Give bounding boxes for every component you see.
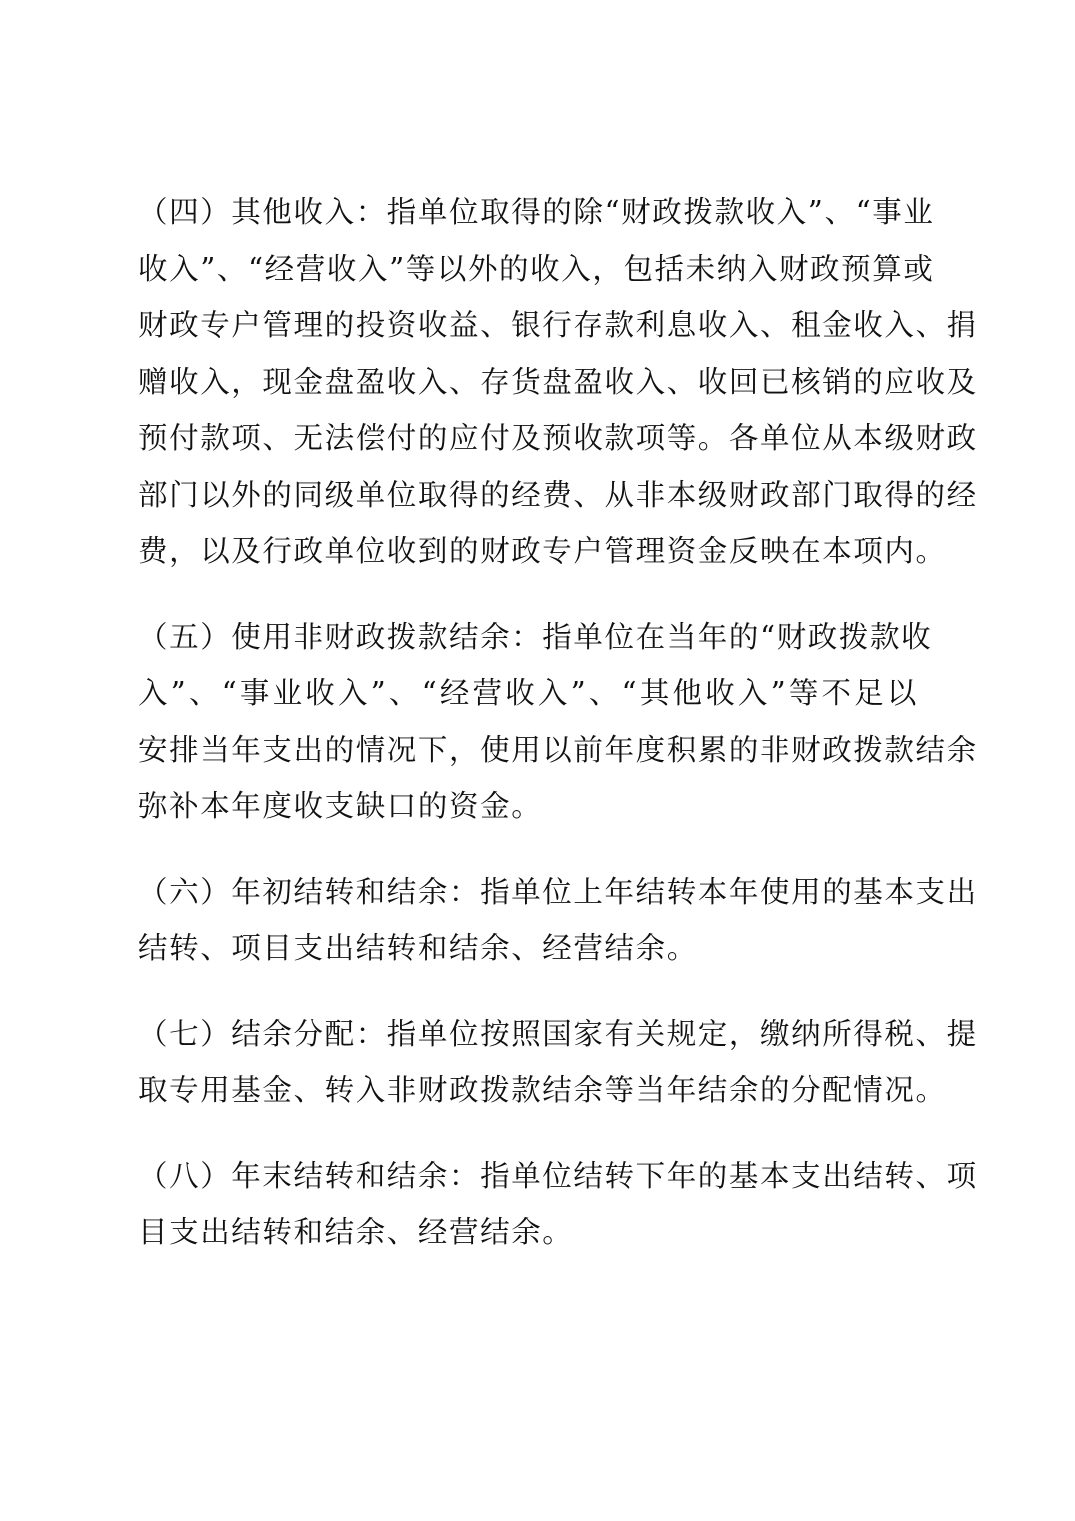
text-line: （四）其他收入：指单位取得的除“财政拨款收入”、“事业 (138, 195, 935, 229)
text-line: 取专用基金、转入非财政拨款结余等当年结余的分配情况。 (138, 1073, 947, 1107)
text-line: 目支出结转和结余、经营结余。 (138, 1215, 574, 1249)
paragraph-balance-distribution (138, 1006, 978, 1119)
document-body (138, 184, 978, 1290)
text-line: （六）年初结转和结余：指单位上年结转本年使用的基本支出 (138, 874, 978, 909)
text-line: 预付款项、无法偿付的应付及预收款项等。各单位从本级财政 (138, 421, 978, 455)
text-line: 安排当年支出的情况下，使用以前年度积累的非财政拨款结余 (138, 732, 978, 767)
text-line: 收入”、“经营收入”等以外的收入，包括未纳入财政预算或 (138, 251, 935, 286)
text-line: 结转、项目支出结转和结余、经营结余。 (138, 931, 698, 965)
text-line: 赠收入，现金盘盈收入、存货盘盈收入、收回已核销的应收及 (138, 364, 978, 399)
text-line: （七）结余分配：指单位按照国家有关规定，缴纳所得税、提 (138, 1016, 978, 1051)
text-line: 部门以外的同级单位取得的经费、从非本级财政部门取得的经 (138, 477, 978, 512)
text-line: 弥补本年度收支缺口的资金。 (138, 789, 543, 823)
text-line: 财政专户管理的投资收益、银行存款利息收入、租金收入、捐 (138, 308, 978, 342)
paragraph-non-fiscal-balance (138, 609, 978, 835)
paragraph-other-income (138, 184, 978, 580)
paragraph-opening-carryover (138, 864, 978, 977)
text-line: 入”、“事业收入”、“经营收入”、“其他收入”等不足以 (138, 676, 918, 710)
text-line: 费，以及行政单位收到的财政专户管理资金反映在本项内。 (138, 534, 947, 568)
text-line: （五）使用非财政拨款结余：指单位在当年的“财政拨款收 (138, 619, 933, 654)
text-line: （八）年末结转和结余：指单位结转下年的基本支出结转、项 (138, 1158, 978, 1193)
paragraph-closing-carryover (138, 1148, 978, 1261)
